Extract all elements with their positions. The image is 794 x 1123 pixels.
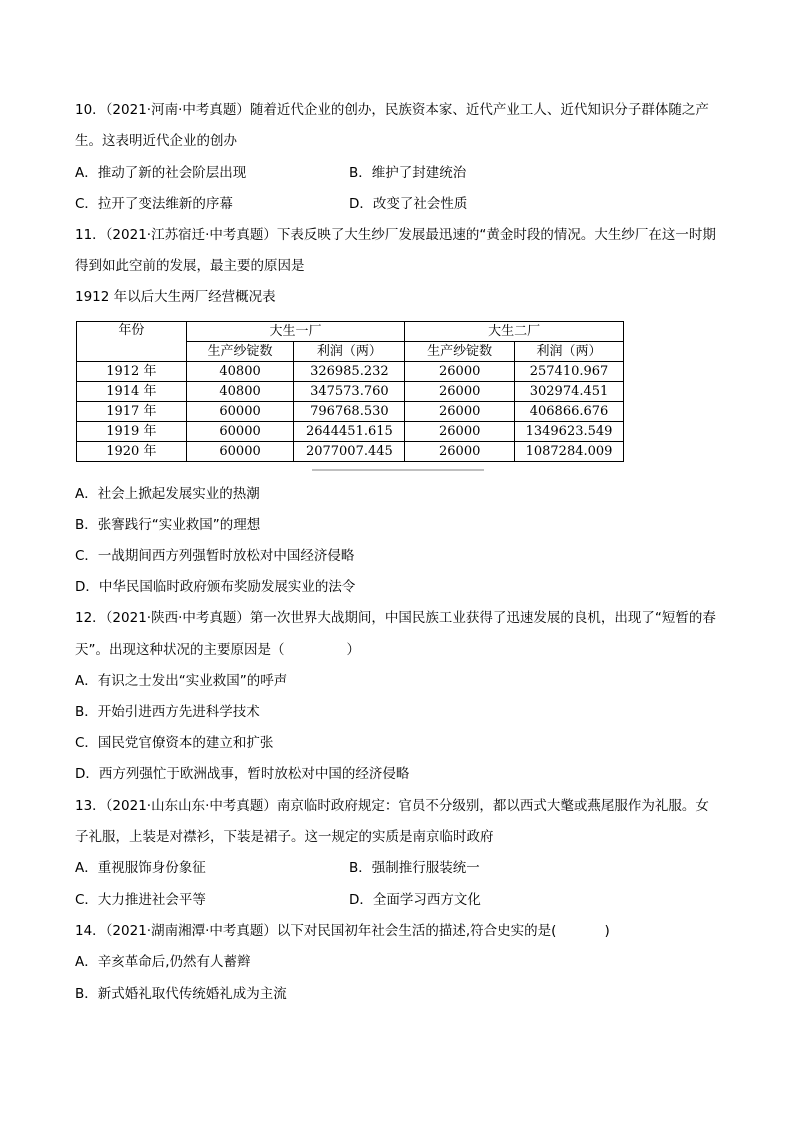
q14-stem-text: 14．（2021·湖南湘潭·中考真题）以下对民国初年社会生活的描述,符合史实的是( (75, 923, 557, 939)
q10-option-c: C．拉开了变法维新的序幕 (75, 196, 233, 212)
q11-option-b: B．张謇践行“实业救国”的理想 (75, 517, 261, 533)
q12-stem-line2 (75, 641, 360, 659)
cell-f2-spindles: 26000 (405, 442, 515, 462)
table-row (77, 442, 624, 462)
cell-year: 1912 年 (77, 362, 187, 382)
table-row (77, 382, 624, 402)
header-factory-1: 大生一厂 (186, 322, 405, 342)
cell-f2-profit: 257410.967 (515, 362, 624, 382)
cell-f2-profit: 406866.676 (515, 402, 624, 422)
cell-year: 1920 年 (77, 442, 187, 462)
cell-f2-spindles: 26000 (405, 402, 515, 422)
cell-f1-profit: 796768.530 (294, 402, 405, 422)
subheader-profit: 利润（两） (515, 342, 624, 362)
q12-option-b: B．开始引进西方先进科学技术 (75, 704, 260, 720)
q12-option-c: C．国民党官僚资本的建立和扩张 (75, 735, 274, 751)
subheader-spindles: 生产纱锭数 (405, 342, 515, 362)
q11-option-c: C．一战期间西方列强暂时放松对中国经济侵略 (75, 548, 355, 564)
q14-stem (75, 922, 610, 940)
cell-year: 1914 年 (77, 382, 187, 402)
q11-stem-line1: 11．（2021·江苏宿迁·中考真题）下表反映了大生纱厂发展最迅速的“黄金时段的情况。大生纱厂在这一时期 (75, 227, 716, 243)
q11-option-d: D．中华民国临时政府颁布奖励发展实业的法令 (75, 579, 356, 595)
q14-stem-close: ) (604, 923, 610, 939)
cell-f1-spindles: 40800 (186, 382, 294, 402)
header-year: 年份 (77, 322, 187, 362)
cell-f1-spindles: 40800 (186, 362, 294, 382)
cell-year: 1919 年 (77, 422, 187, 442)
cell-f1-profit: 326985.232 (294, 362, 405, 382)
q12-stem-close: ） (346, 642, 360, 658)
q10-stem-line2: 生。这表明近代企业的创办 (75, 133, 237, 149)
table-row (77, 422, 624, 442)
cell-f1-profit: 2644451.615 (294, 422, 405, 442)
q13-option-b: B．强制推行服装统一 (349, 860, 480, 876)
cell-f2-profit: 1349623.549 (515, 422, 624, 442)
cell-f1-profit: 2077007.445 (294, 442, 405, 462)
table-row (77, 402, 624, 422)
table-row (77, 362, 624, 382)
q10-option-a: A．推动了新的社会阶层出现 (75, 165, 247, 181)
table-header-row (77, 322, 624, 342)
q14-option-a: A．辛亥革命后,仍然有人蓄辫 (75, 954, 251, 970)
cell-f2-profit: 302974.451 (515, 382, 624, 402)
q14-option-b: B．新式婚礼取代传统婚礼成为主流 (75, 986, 287, 1002)
subheader-spindles: 生产纱锭数 (186, 342, 294, 362)
q10-option-d: D．改变了社会性质 (349, 196, 468, 212)
q13-stem-line1: 13．（2021·山东山东·中考真题）南京临时政府规定：官员不分级别，都以西式大氅或燕尾服作为礼服。女 (75, 798, 709, 814)
header-factory-2: 大生二厂 (405, 322, 624, 342)
cell-f2-spindles: 26000 (405, 422, 515, 442)
table-scan-artifact (312, 469, 484, 471)
cell-f1-spindles: 60000 (186, 422, 294, 442)
q13-option-c: C．大力推进社会平等 (75, 892, 206, 908)
q12-option-d: D．西方列强忙于欧洲战事，暂时放松对中国的经济侵略 (75, 766, 410, 782)
cell-f1-spindles: 60000 (186, 402, 294, 422)
q11-table-caption: 1912 年以后大生两厂经营概况表 (75, 289, 276, 305)
q13-option-a: A．重视服饰身份象征 (75, 860, 206, 876)
q11-stem-line2: 得到如此空前的发展，最主要的原因是 (75, 258, 305, 274)
cell-year: 1917 年 (77, 402, 187, 422)
subheader-profit: 利润（两） (294, 342, 405, 362)
q12-stem-line1: 12．（2021·陕西·中考真题）第一次世界大战期间，中国民族工业获得了迅速发展的良机，出现了“短暂的春 (75, 610, 716, 626)
q10-stem-line1: 10．（2021·河南·中考真题）随着近代企业的创办，民族资本家、近代产业工人、近代知识分子群体随之产 (75, 102, 709, 118)
cell-f2-spindles: 26000 (405, 382, 515, 402)
q13-option-d: D．全面学习西方文化 (349, 892, 481, 908)
q10-option-b: B．维护了封建统治 (349, 165, 467, 181)
q12-option-a: A．有识之士发出“实业救国”的呼声 (75, 673, 288, 689)
cell-f1-spindles: 60000 (186, 442, 294, 462)
factory-table (76, 321, 624, 462)
q11-option-a: A．社会上掀起发展实业的热潮 (75, 486, 260, 502)
cell-f1-profit: 347573.760 (294, 382, 405, 402)
q13-stem-line2: 子礼服，上装是对襟衫，下装是裙子。这一规定的实质是南京临时政府 (75, 829, 494, 845)
cell-f2-profit: 1087284.009 (515, 442, 624, 462)
q12-stem-text: 天”。出现这种状况的主要原因是（ (75, 642, 285, 658)
cell-f2-spindles: 26000 (405, 362, 515, 382)
